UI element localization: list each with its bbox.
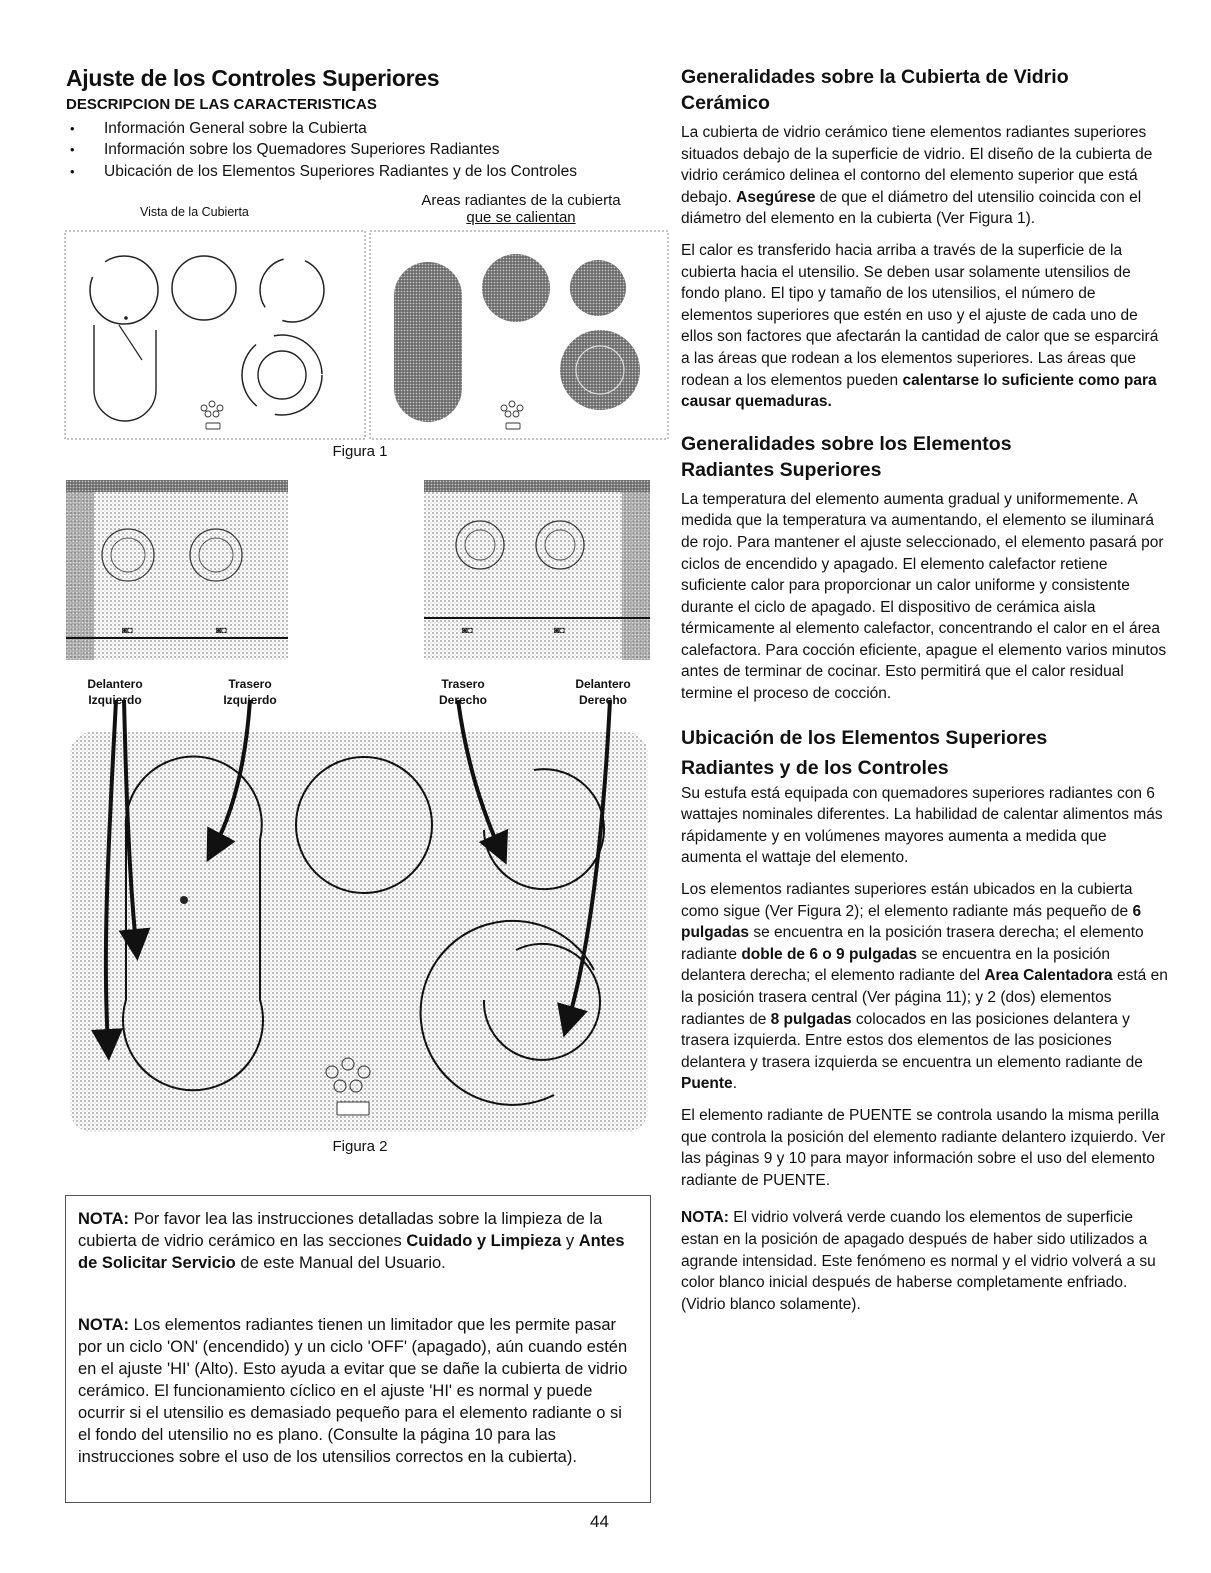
- knob-label-line: Trasero: [228, 677, 272, 691]
- heading-line: Generalidades sobre la Cubierta de Vidrio: [681, 66, 1069, 88]
- feature-item: • Información sobre los Quemadores Superiores Radiantes: [66, 139, 676, 160]
- page-number: 44: [590, 1512, 609, 1531]
- paragraph-bold: Puente: [681, 1075, 733, 1093]
- paragraph-text: está en la posición trasera central (Ver página 11); y 2 (dos) elementos radiantes de: [681, 967, 1168, 1028]
- svg-text:◙◘: ◙◘: [122, 625, 133, 635]
- paragraph-bold: Asegúrese: [736, 188, 816, 206]
- svg-text:◙◘: ◙◘: [216, 625, 227, 635]
- fig1-label-right: [380, 192, 662, 226]
- feature-item: • Información General sobre la Cubierta: [66, 118, 676, 139]
- page-title: Ajuste de los Controles Superiores: [66, 65, 440, 91]
- figure-2-cooktop: [64, 700, 654, 1140]
- note-2: [78, 1314, 638, 1468]
- heading-line: Radiantes y de los Controles: [681, 756, 949, 779]
- features-list: [66, 118, 676, 182]
- note-text: Por favor lea las instrucciones detalladas sobre la limpieza de la cubierta de vidrio cerámico en las secciones: [78, 1210, 603, 1250]
- feature-item: • Ubicación de los Elementos Superiores Radiantes y de los Controles: [66, 161, 676, 182]
- note-label: NOTA:: [681, 1209, 729, 1227]
- control-panel-right-photo: [424, 480, 650, 660]
- fig1-label-left: Vista de la Cubierta: [140, 205, 249, 219]
- paragraph-bold: 6 pulgadas: [681, 902, 1142, 942]
- knob-label-line: Delantero: [575, 677, 631, 691]
- section-1-paragraph-2: [681, 240, 1171, 413]
- svg-text:◙◘: ◙◘: [462, 625, 473, 635]
- section-3-paragraph-1: Su estufa está equipada con quemadores superiores radiantes con 6 wattajes nominales diferentes. La habilidad de calentar alimentos más rápidamente y en volúmenes mayores aumenta a medida que aumenta el wattaje del elemento.: [681, 784, 1163, 867]
- heading-line: Radiantes Superiores: [681, 458, 882, 481]
- section-1-paragraph-1: [681, 122, 1171, 230]
- heading-line: Ubicación de los Elementos Superiores: [681, 726, 1048, 749]
- paragraph-text: de que el diámetro del utensilio coincida con el diámetro del elemento en la cubierta (Ver Figura 1).: [681, 188, 1142, 228]
- paragraph-bold: 8 pulgadas: [770, 1010, 852, 1028]
- knob-label-line: Derecho: [438, 693, 488, 707]
- cooktop-outline-view: [65, 231, 365, 439]
- paragraph-text: se encuentra en la posición delantera derecha; el elemento radiante del: [681, 945, 1111, 985]
- note-text: El vidrio volverá verde cuando los elementos de superficie estan en la posición de apagado después de haber sido utilizados a agrande intensidad. Este fenómeno es normal y el vidrio volverá a su color blanco inicial después de haberse completamente enfriado. (Vidrio blanco solamente).: [681, 1209, 1156, 1313]
- knob-label-line: Izquierdo: [223, 693, 277, 707]
- paragraph-text: se encuentra en la posición trasera derecha; el elemento radiante: [681, 924, 1144, 963]
- paragraph-bold: calentarse lo suficiente como para causar quemaduras.: [681, 371, 1157, 411]
- heading-line: Cerámico: [681, 92, 770, 114]
- heading-line: Generalidades sobre los Elementos: [681, 432, 1012, 455]
- section-3-paragraph-2: [681, 879, 1171, 1095]
- paragraph-text: El calor es transferido hacia arriba a través de la superficie de la cubierta hacia el utensilio. Se deben usar solamente utensilios de fondo plano. El tipo y tamaño de los utensilios, el número de elementos superiores que estén en uso y el ajuste de cada uno de ellos son factores que afectarán la cantidad de calor que se esparcirá a las áreas que rodean a los elementos superiores. Las áreas que rodean a los elementos pueden: [681, 241, 1159, 389]
- note-text: de este Manual del Usuario.: [235, 1254, 446, 1272]
- note-bold: Cuidado y Limpieza: [406, 1232, 562, 1250]
- fig1-label-right-line1: Areas radiantes de la cubierta: [421, 192, 621, 209]
- note-text: Los elementos radiantes tienen un limitador que les permite pasar por un ciclo 'ON' (encendido) y un ciclo 'OFF' (apagado), aún cuando estén en el ajuste 'HI' (Alto). Esto ayuda a evitar que se dañe la cubierta de vidrio cerámico. El funcionamiento cíclico en el ajuste 'HI' es normal y puede ocurrir si el utensilio es demasiado pequeño para el elemento radiante o si el fondo del utensilio no es plano. (Consulte la página 10 para las instrucciones sobre el uso de los utensilios correctos en la cubierta).: [78, 1316, 628, 1466]
- knob-label-line: Delantero: [87, 677, 143, 691]
- note-text: y: [561, 1232, 579, 1250]
- svg-text:◙◘: ◙◘: [554, 625, 565, 635]
- note-label: NOTA:: [78, 1316, 130, 1334]
- figure-1-caption: Figura 1: [332, 443, 388, 460]
- right-column: [681, 64, 1171, 1325]
- knob-label-line: Izquierdo: [88, 693, 142, 707]
- section-3-heading: [681, 723, 1171, 783]
- paragraph-text: La cubierta de vidrio cerámico tiene elementos radiantes superiores situados debajo de la superficie de vidrio. El diseño de la cubierta de vidrio cerámico delinea el contorno del elemento superior que está debajo.: [681, 124, 1153, 206]
- knob-label-line: Derecho: [578, 693, 628, 707]
- section-1-heading: [681, 64, 1171, 116]
- knob-label-line: Trasero: [441, 677, 485, 691]
- section-3-paragraph-3: El elemento radiante de PUENTE se controla usando la misma perilla que controla la posición del elemento radiante delantero izquierdo. Ver las páginas 9 y 10 para mayor información sobre el uso del elemento radiante de PUENTE.: [681, 1106, 1166, 1189]
- paragraph-text: Los elementos radiantes superiores están ubicados en la cubierta como sigue (Ver Figura 2); el elemento radiante más pequeño de: [681, 881, 1133, 920]
- fig1-label-right-line2: que se calientan: [466, 209, 576, 226]
- heated-areas-view: [370, 231, 668, 439]
- features-heading: DESCRIPCION DE LAS CARACTERISTICAS: [66, 96, 377, 113]
- paragraph-bold: Area Calentadora: [984, 967, 1113, 985]
- paragraph-bold: doble de 6 o 9 pulgadas: [741, 945, 918, 963]
- section-2-paragraph-1: La temperatura del elemento aumenta gradual y uniformemente. A medida que la temperatura va aumentando, el elemento se iluminará de rojo. Para mantener el ajuste seleccionado, el elemento pasará por ciclos de encendido y apagado. El elemento calefactor retiene suficiente calor para proporcionar un calor uniforme y consistente durante el ciclo de apagado. El dispositivo de cerámica aisla térmicamente al elemento calefactor, concentrando el calor en el área calefactora. Para cocción eficiente, apague el elemento varios minutos antes de terminar de cocinar. Esto permitirá que el calor residual termine el proceso de cocción.: [681, 490, 1167, 703]
- control-panel-left-photo: [66, 480, 288, 660]
- section-2-heading: [681, 431, 1171, 483]
- figure-2-caption: Figura 2: [332, 1138, 388, 1155]
- paragraph-text: colocados en las posiciones delantera y trasera izquierda. Entre estos dos elementos de las posiciones delantera y trasera izquierda se encuentra un elemento radiante de: [681, 1010, 1143, 1071]
- paragraph-text: .: [732, 1075, 737, 1093]
- note-label: NOTA:: [78, 1210, 130, 1228]
- section-3-note: [681, 1207, 1171, 1315]
- note-bold: Antes de Solicitar Servicio: [78, 1232, 625, 1272]
- note-1: [78, 1208, 638, 1274]
- figure-1-cooktop: [64, 230, 670, 442]
